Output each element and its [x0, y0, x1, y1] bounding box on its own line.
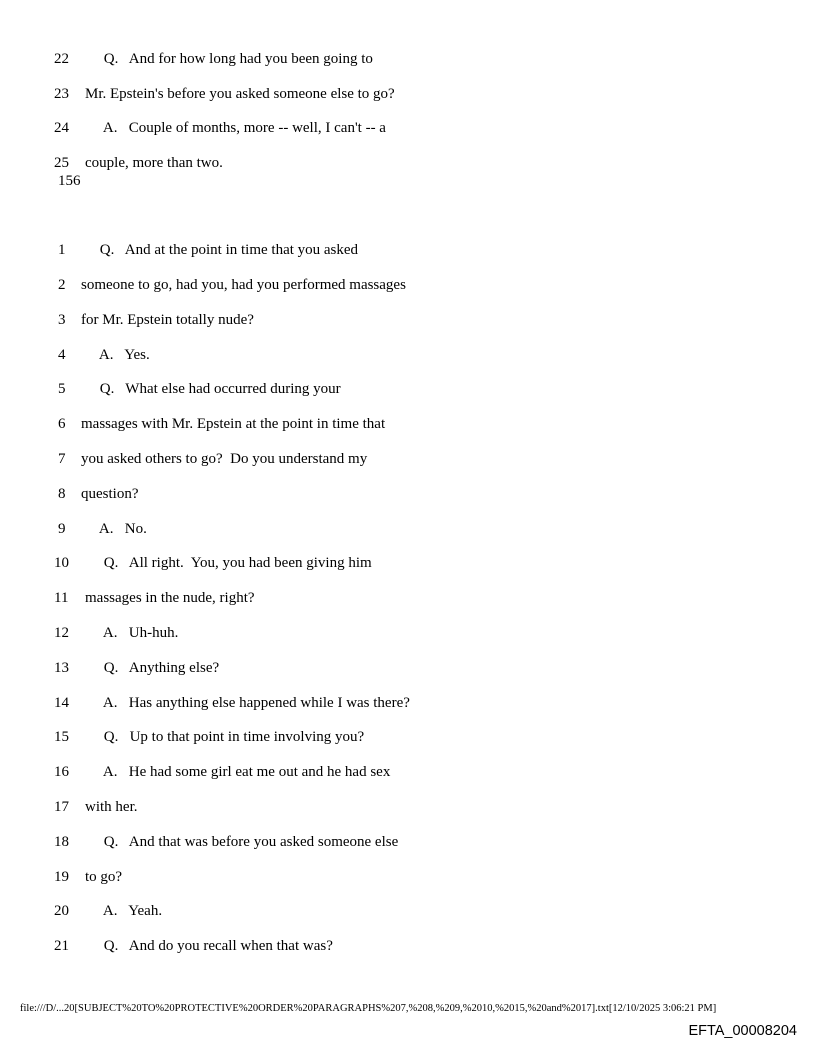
- transcript-line: A. No.: [81, 521, 147, 537]
- line-number: 6: [58, 416, 66, 432]
- transcript-line: massages with Mr. Epstein at the point in time that: [81, 416, 386, 432]
- transcript-line: to go?: [85, 869, 123, 885]
- transcript-line: question?: [81, 486, 139, 502]
- line-number: 24: [54, 120, 69, 136]
- transcript-line: someone to go, had you, had you performed massages: [81, 277, 406, 293]
- line-number: 9: [58, 521, 66, 537]
- page-number: 156: [58, 173, 81, 189]
- transcript-line: Mr. Epstein's before you asked someone else to go?: [85, 86, 395, 102]
- transcript-line: you asked others to go? Do you understand my: [81, 451, 368, 467]
- transcript-line: couple, more than two.: [85, 155, 223, 171]
- document-id: EFTA_00008204: [688, 1023, 797, 1039]
- transcript-line: Q. And do you recall when that was?: [85, 938, 333, 954]
- line-number: 21: [54, 938, 69, 954]
- line-number: 18: [54, 834, 69, 850]
- line-number: 14: [54, 695, 69, 711]
- transcript-line: Q. What else had occurred during your: [81, 381, 341, 397]
- line-number: 22: [54, 51, 69, 67]
- line-number: 15: [54, 729, 69, 745]
- transcript-line: A. Yeah.: [85, 903, 163, 919]
- line-number: 1: [58, 242, 66, 258]
- line-number: 16: [54, 764, 69, 780]
- line-number: 3: [58, 312, 66, 328]
- transcript-line: massages in the nude, right?: [85, 590, 255, 606]
- line-number: 25: [54, 155, 69, 171]
- transcript-line: A. Has anything else happened while I was there?: [85, 695, 410, 711]
- line-number: 8: [58, 486, 66, 502]
- line-number: 4: [58, 347, 66, 363]
- line-number: 13: [54, 660, 69, 676]
- line-number: 17: [54, 799, 69, 815]
- transcript-line: Q. Anything else?: [85, 660, 220, 676]
- footer-file-path: file:///D/...20[SUBJECT%20TO%20PROTECTIVE%20ORDER%20PARAGRAPHS%207,%208,%209,%2010,%2015,%20and%2017].txt[12/10/2025 3:06:21 PM]: [20, 1003, 717, 1014]
- transcript-line: Q. Up to that point in time involving you?: [85, 729, 365, 745]
- transcript-line: Q. And at the point in time that you asked: [81, 242, 359, 258]
- transcript-line: A. Couple of months, more -- well, I can't -- a: [85, 120, 386, 136]
- line-number: 23: [54, 86, 69, 102]
- transcript-line: A. Yes.: [81, 347, 150, 363]
- line-number: 10: [54, 555, 69, 571]
- transcript-line: Q. And for how long had you been going to: [85, 51, 373, 67]
- transcript-line: for Mr. Epstein totally nude?: [81, 312, 254, 328]
- transcript-line: with her.: [85, 799, 138, 815]
- line-number: 2: [58, 277, 66, 293]
- line-number: 7: [58, 451, 66, 467]
- line-number: 19: [54, 869, 69, 885]
- line-number: 11: [54, 590, 69, 606]
- transcript-line: Q. All right. You, you had been giving him: [85, 555, 372, 571]
- transcript-line: Q. And that was before you asked someone else: [85, 834, 399, 850]
- line-number: 20: [54, 903, 69, 919]
- line-number: 5: [58, 381, 66, 397]
- transcript-line: A. Uh-huh.: [85, 625, 179, 641]
- line-number: 12: [54, 625, 69, 641]
- transcript-line: A. He had some girl eat me out and he had sex: [85, 764, 391, 780]
